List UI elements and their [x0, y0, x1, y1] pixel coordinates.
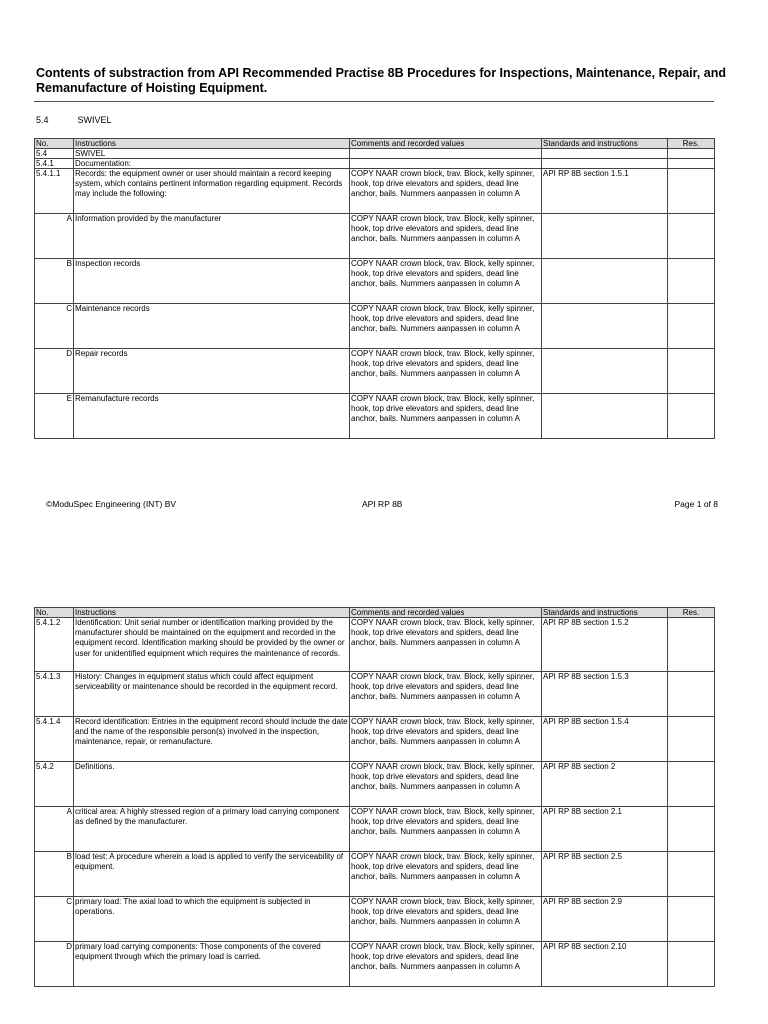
table-row	[35, 159, 715, 169]
cell-instruction: Record identification: Entries in the equipment record should include the date and the name of the responsible person(s) involved in the inspection, maintenance, repair, or remanufacture.	[74, 717, 350, 762]
cell-res[interactable]	[668, 807, 715, 852]
cell-comment[interactable]: COPY NAAR crown block, trav. Block, kelly spinner, hook, top drive elevators and spiders, dead line anchor, bails. Nummers aanpassen in column A	[350, 672, 542, 717]
cell-comment[interactable]: COPY NAAR crown block, trav. Block, kelly spinner, hook, top drive elevators and spiders, dead line anchor, bails. Nummers aanpassen in column A	[350, 807, 542, 852]
cell-standard	[542, 259, 668, 304]
cell-no: 5.4.1	[35, 159, 74, 169]
cell-no: B	[35, 852, 74, 897]
table-row	[35, 169, 715, 214]
cell-comment[interactable]: COPY NAAR crown block, trav. Block, kelly spinner, hook, top drive elevators and spiders, dead line anchor, bails. Nummers aanpassen in column A	[350, 942, 542, 987]
table-header-row	[35, 608, 715, 618]
header-comments: Comments and recorded values	[350, 139, 542, 149]
cell-res[interactable]	[668, 214, 715, 259]
cell-instruction: SWIVEL	[74, 149, 350, 159]
cell-instruction: primary load: The axial load to which the equipment is subjected in operations.	[74, 897, 350, 942]
cell-standard: API RP 8B section 2.5	[542, 852, 668, 897]
copyright-icon: ©	[46, 499, 53, 509]
cell-comment[interactable]: COPY NAAR crown block, trav. Block, kelly spinner, hook, top drive elevators and spiders, dead line anchor, bails. Nummers aanpassen in column A	[350, 717, 542, 762]
cell-standard: API RP 8B section 2	[542, 762, 668, 807]
cell-instruction: Maintenance records	[74, 304, 350, 349]
cell-res[interactable]	[668, 618, 715, 672]
cell-no: B	[35, 259, 74, 304]
cell-instruction: Documentation:	[74, 159, 350, 169]
table-row	[35, 672, 715, 717]
cell-standard: API RP 8B section 2.10	[542, 942, 668, 987]
table-row	[35, 942, 715, 987]
footer-page-number: Page 1 of 8	[674, 499, 718, 509]
header-instructions: Instructions	[74, 139, 350, 149]
table-row	[35, 897, 715, 942]
procedure-table-page-1	[34, 138, 715, 439]
cell-instruction: Repair records	[74, 349, 350, 394]
cell-no: A	[35, 807, 74, 852]
cell-instruction: Remanufacture records	[74, 394, 350, 439]
section-number: 5.4	[36, 115, 49, 125]
cell-no: C	[35, 304, 74, 349]
header-standards: Standards and instructions	[542, 608, 668, 618]
cell-no: E	[35, 394, 74, 439]
cell-res[interactable]	[668, 304, 715, 349]
cell-no: 5.4.1.4	[35, 717, 74, 762]
cell-standard: API RP 8B section 2.1	[542, 807, 668, 852]
cell-standard: API RP 8B section 1.5.2	[542, 618, 668, 672]
table-row	[35, 618, 715, 672]
cell-no: 5.4.1.3	[35, 672, 74, 717]
cell-comment[interactable]: COPY NAAR crown block, trav. Block, kelly spinner, hook, top drive elevators and spiders, dead line anchor, bails. Nummers aanpassen in column A	[350, 897, 542, 942]
table-row	[35, 807, 715, 852]
cell-res[interactable]	[668, 717, 715, 762]
cell-no: C	[35, 897, 74, 942]
footer-company-name: ModuSpec Engineering (INT) BV	[52, 499, 177, 509]
section-heading	[36, 115, 112, 125]
cell-instruction: History: Changes in equipment status which could affect equipment serviceability or maintenance should be recorded in the equipment record.	[74, 672, 350, 717]
cell-res[interactable]	[668, 762, 715, 807]
cell-res[interactable]	[668, 852, 715, 897]
cell-res[interactable]	[668, 897, 715, 942]
header-instructions: Instructions	[74, 608, 350, 618]
cell-instruction: load test: A procedure wherein a load is applied to verify the serviceability of equipment.	[74, 852, 350, 897]
header-res: Res.	[668, 139, 715, 149]
cell-res[interactable]	[668, 672, 715, 717]
cell-no: 5.4	[35, 149, 74, 159]
cell-res[interactable]	[668, 394, 715, 439]
table-row	[35, 259, 715, 304]
footer-company	[46, 499, 176, 509]
document-title: Contents of substraction from API Recommended Practise 8B Procedures for Inspections, Maintenance, Repair, and Remanufacture of Hoisting Equipment.	[36, 66, 726, 95]
cell-standard	[542, 304, 668, 349]
cell-standard	[542, 214, 668, 259]
cell-comment[interactable]: COPY NAAR crown block, trav. Block, kelly spinner, hook, top drive elevators and spiders, dead line anchor, bails. Nummers aanpassen in column A	[350, 349, 542, 394]
cell-comment[interactable]: COPY NAAR crown block, trav. Block, kelly spinner, hook, top drive elevators and spiders, dead line anchor, bails. Nummers aanpassen in column A	[350, 852, 542, 897]
cell-standard: API RP 8B section 2.9	[542, 897, 668, 942]
cell-standard: API RP 8B section 1.5.1	[542, 169, 668, 214]
table-row	[35, 304, 715, 349]
cell-instruction: Information provided by the manufacturer	[74, 214, 350, 259]
cell-comment[interactable]: COPY NAAR crown block, trav. Block, kelly spinner, hook, top drive elevators and spiders, dead line anchor, bails. Nummers aanpassen in column A	[350, 304, 542, 349]
table-header-row	[35, 139, 715, 149]
cell-standard	[542, 349, 668, 394]
cell-res[interactable]	[668, 942, 715, 987]
cell-instruction: primary load carrying components: Those components of the covered equipment through which the primary load is carried.	[74, 942, 350, 987]
cell-no: 5.4.1.1	[35, 169, 74, 214]
cell-res[interactable]	[668, 259, 715, 304]
title-divider	[34, 101, 714, 102]
cell-standard	[542, 149, 668, 159]
cell-no: D	[35, 942, 74, 987]
table-row	[35, 149, 715, 159]
header-no: No.	[35, 608, 74, 618]
cell-instruction: Inspection records	[74, 259, 350, 304]
cell-instruction: Identification: Unit serial number or identification marking provided by the manufacturer should be maintained on the equipment and recorded in the equipment record. Identification marking should be provided by the owner or user for unidentified equipment which requires the maintenance of records.	[74, 618, 350, 672]
cell-comment[interactable]: COPY NAAR crown block, trav. Block, kelly spinner, hook, top drive elevators and spiders, dead line anchor, bails. Nummers aanpassen in column A	[350, 214, 542, 259]
cell-standard	[542, 394, 668, 439]
procedure-table-page-2	[34, 607, 715, 987]
footer-standard: API RP 8B	[362, 499, 403, 509]
table-row	[35, 852, 715, 897]
cell-comment[interactable]: COPY NAAR crown block, trav. Block, kelly spinner, hook, top drive elevators and spiders, dead line anchor, bails. Nummers aanpassen in column A	[350, 394, 542, 439]
cell-standard: API RP 8B section 1.5.3	[542, 672, 668, 717]
cell-no: D	[35, 349, 74, 394]
cell-res[interactable]	[668, 149, 715, 159]
table-row	[35, 214, 715, 259]
cell-comment[interactable]	[350, 159, 542, 169]
cell-comment[interactable]: COPY NAAR crown block, trav. Block, kelly spinner, hook, top drive elevators and spiders, dead line anchor, bails. Nummers aanpassen in column A	[350, 762, 542, 807]
cell-comment[interactable]: COPY NAAR crown block, trav. Block, kelly spinner, hook, top drive elevators and spiders, dead line anchor, bails. Nummers aanpassen in column A	[350, 259, 542, 304]
header-res: Res.	[668, 608, 715, 618]
cell-comment[interactable]: COPY NAAR crown block, trav. Block, kelly spinner, hook, top drive elevators and spiders, dead line anchor, bails. Nummers aanpassen in column A	[350, 618, 542, 672]
section-title: SWIVEL	[77, 115, 112, 125]
table-row	[35, 394, 715, 439]
cell-no: A	[35, 214, 74, 259]
cell-instruction: Records: the equipment owner or user should maintain a record keeping system, which contains pertinent information regarding equipment. Records may include the following:	[74, 169, 350, 214]
header-standards: Standards and instructions	[542, 139, 668, 149]
cell-standard	[542, 159, 668, 169]
table-row	[35, 762, 715, 807]
cell-instruction: critical area: A highly stressed region of a primary load carrying component as defined by the manufacturer.	[74, 807, 350, 852]
cell-comment[interactable]	[350, 149, 542, 159]
cell-comment[interactable]: COPY NAAR crown block, trav. Block, kelly spinner, hook, top drive elevators and spiders, dead line anchor, bails. Nummers aanpassen in column A	[350, 169, 542, 214]
cell-instruction: Definitions.	[74, 762, 350, 807]
header-comments: Comments and recorded values	[350, 608, 542, 618]
header-no: No.	[35, 139, 74, 149]
cell-res[interactable]	[668, 159, 715, 169]
table-row	[35, 349, 715, 394]
cell-res[interactable]	[668, 349, 715, 394]
cell-res[interactable]	[668, 169, 715, 214]
cell-standard: API RP 8B section 1.5.4	[542, 717, 668, 762]
cell-no: 5.4.2	[35, 762, 74, 807]
table-row	[35, 717, 715, 762]
cell-no: 5.4.1.2	[35, 618, 74, 672]
